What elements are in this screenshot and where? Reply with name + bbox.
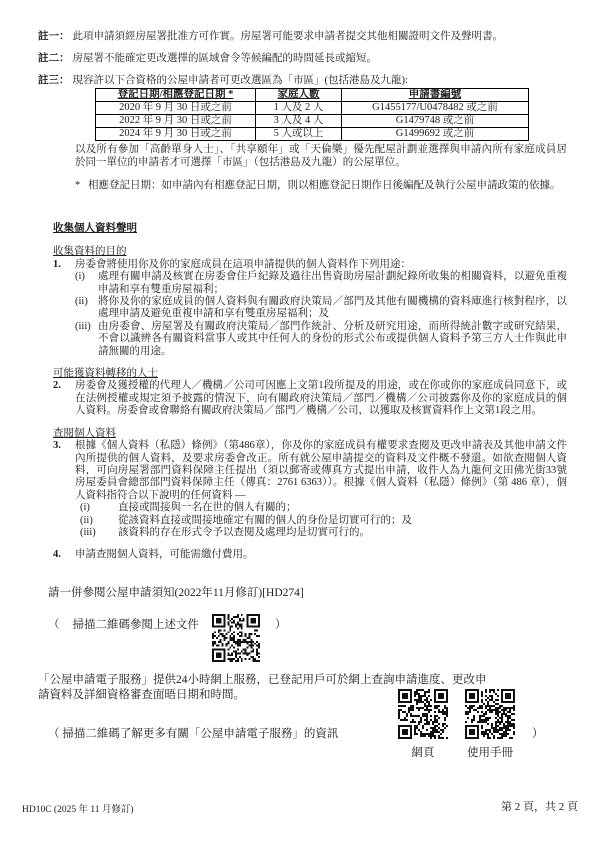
form-code-footer: HD10C (2025 年 11 月修訂) bbox=[22, 805, 134, 815]
note-3-label: 註三 bbox=[38, 75, 59, 86]
item-3-sub-iii bbox=[80, 527, 567, 539]
note-3-continuation: 以及所有參加「高齡單身人士」、「共享頤年」或「天倫樂」優先配屋計劃並選擇與申請內所有家庭成員居於同一單位的申請者才可選擇「市區」（包括港島及九龍）的公屋單位。 bbox=[75, 144, 567, 168]
item-3-sub-ii bbox=[80, 515, 567, 527]
webpage-qr-column bbox=[398, 689, 448, 761]
asterisk-note-text: 相應登記日期：如申請內有相應登記日期，則以相應登記日期作日後編配及執行公屋申請政策的依據。 bbox=[88, 180, 561, 191]
manual-qr-label: 使用手冊 bbox=[467, 747, 513, 759]
col-header-family-size: 家庭人數 bbox=[256, 89, 342, 102]
cell-family-size: 3 人及 4 人 bbox=[256, 115, 342, 128]
registration-date-table bbox=[95, 88, 529, 141]
qr-code-webpage-icon bbox=[398, 689, 448, 739]
note-1 bbox=[38, 30, 567, 43]
eservice-line-2: 請資料及詳細資格審查面晤日期和時間。 bbox=[38, 689, 245, 701]
note-1-label: 註一 bbox=[38, 31, 59, 42]
col-header-application-number: 申請書編號 bbox=[342, 89, 529, 102]
item-3-lead: 根據《個人資料（私隱）條例》（第486章），你及你的家庭成員有權要求查閱及更改申請表及其他申請文件內所提供的個人資料，及要求房委會改正。所有就公屋申請提交的資料及文件概不發還。如欲查閱個人資料，可向房屋署部門資料保障主任提出（須以郵寄或傳真方式提出申請，收件人為九龍何文田佛光街33號房屋委員會總部部門資料保障主任（傳真：2761 6363））。根據《個人資料（私隱）條例》（第 486 章），個人資料指符合以下說明的任何資料 — bbox=[75, 440, 567, 501]
open-paren: （ bbox=[48, 619, 60, 631]
close-paren: ） bbox=[532, 728, 544, 740]
pdpa-item-2 bbox=[53, 380, 567, 417]
item-3-body bbox=[75, 440, 567, 539]
pdpa-heading: 收集個人資料聲明 bbox=[53, 223, 137, 234]
item-2-number: 2. bbox=[53, 380, 61, 392]
page-number-footer: 第 2 頁，共 2 頁 bbox=[501, 801, 578, 813]
cell-registration-date: 2020 年 9 月 30 日或之前 bbox=[96, 102, 256, 115]
qr-code-document-icon bbox=[212, 614, 260, 662]
note-2-colon: ： bbox=[59, 53, 70, 64]
sub-iii-text: 由房委會、房屋署及有關政府決策局／部門作統計、分析及研究用途，而所得統計數字或研究結果，不會以識辨各有關資料當事人或其中任何人的身份的形式公布或提供個人資料予第三方人士作與此申請無關的用途。 bbox=[98, 320, 567, 357]
item-3-number: 3. bbox=[53, 440, 61, 452]
sub-i-marker: (i) bbox=[75, 271, 85, 283]
pdpa-item-3 bbox=[53, 440, 567, 539]
cell-family-size: 1 人及 2 人 bbox=[256, 102, 342, 115]
item-1-sub-ii bbox=[75, 296, 567, 321]
sub-i-text: 直接或間接與一名在世的個人有關的； bbox=[118, 502, 297, 514]
purpose-subheading: 收集資料的目的 bbox=[53, 246, 127, 258]
personal-data-statement-section bbox=[53, 223, 567, 562]
cell-registration-date: 2024 年 9 月 30 日或之前 bbox=[96, 128, 256, 141]
open-paren: （ bbox=[48, 728, 60, 740]
table-header-row bbox=[96, 89, 529, 102]
cell-application-number: G1455177/U0478482 或之前 bbox=[342, 102, 529, 115]
item-3-sub-i bbox=[80, 502, 567, 514]
table-row bbox=[96, 128, 529, 141]
note-1-text: 此項申請須經房屋署批准方可作實。房屋署可能要求申請者提交其他相關證明文件及聲明書。 bbox=[72, 31, 503, 42]
table-row bbox=[96, 115, 529, 128]
note-3-colon: ： bbox=[59, 75, 70, 86]
manual-qr-column bbox=[465, 689, 515, 761]
note-2 bbox=[38, 52, 567, 65]
item-1-sub-i bbox=[75, 271, 567, 296]
pdpa-item-4 bbox=[53, 549, 567, 561]
sub-i-marker: (i) bbox=[80, 502, 90, 514]
note-1-colon: ： bbox=[59, 31, 70, 42]
sub-iii-marker: (iii) bbox=[80, 526, 96, 538]
scan-document-text: 掃描二維碼參閱上述文件 bbox=[72, 619, 199, 631]
col-header-registration-date: 登記日期/相應登記日期 * bbox=[96, 89, 256, 102]
note-3-text: 現容許以下合資格的公屋申請者可更改選區為「市區」(包括港島及九龍): bbox=[72, 75, 408, 86]
sub-ii-marker: (ii) bbox=[75, 296, 88, 308]
corresponding-registration-date-note bbox=[75, 179, 567, 192]
webpage-qr-label: 網頁 bbox=[411, 747, 435, 759]
item-1-number: 1. bbox=[53, 258, 61, 270]
pdpa-item-1 bbox=[53, 259, 567, 358]
notes-section bbox=[38, 30, 567, 192]
note-2-label: 註二 bbox=[38, 53, 59, 64]
hd274-reference-line: 請一併參閱公屋申請須知(2022年11月修訂)[HD274] bbox=[48, 587, 304, 599]
scan-eservice-text-line bbox=[48, 727, 338, 742]
sub-iii-marker: (iii) bbox=[75, 320, 91, 332]
asterisk-marker: * bbox=[75, 180, 81, 191]
qr-code-manual-icon bbox=[465, 689, 515, 739]
close-paren: ） bbox=[275, 619, 287, 631]
transfer-subheading: 可能獲資料轉移的人士 bbox=[53, 368, 158, 380]
item-1-body bbox=[75, 259, 567, 358]
note-3 bbox=[38, 74, 567, 87]
item-4-text: 申請查閱個人資料，可能需繳付費用。 bbox=[75, 549, 254, 561]
access-subheading: 查閱個人資料 bbox=[53, 427, 116, 439]
scan-eservice-text: 掃描二維碼了解更多有關「公屋申請電子服務」的資訊 bbox=[62, 728, 339, 740]
item-1-lead: 房委會將使用你及你的家庭成員在這項申請提供的個人資料作下列用途： bbox=[75, 258, 411, 270]
note-2-text: 房屋署不能確定更改選擇的區域會令等候編配的時間延長或縮短。 bbox=[72, 53, 377, 64]
table-row bbox=[96, 102, 529, 115]
cell-family-size: 5 人或以上 bbox=[256, 128, 342, 141]
item-2-text: 房委會及獲授權的代理人／機構／公司可因應上文第1段所提及的用途，或在你或你的家庭成員同意下，或在法例授權或規定須予披露的情況下，向有關政府決策局／部門／機構／公司披露你及你的家庭成員的個人資料。房委會或會聯絡有關政府決策局／部門／機構／公司，以獲取及核實資料作上文第1段之用。 bbox=[75, 380, 567, 417]
bottom-section bbox=[38, 586, 570, 797]
cell-registration-date: 2022 年 9 月 30 日或之前 bbox=[96, 115, 256, 128]
item-4-number: 4. bbox=[53, 549, 61, 561]
item-1-sub-iii bbox=[75, 321, 567, 358]
eservice-line-1: 「公屋申請電子服務」提供24小時網上服務，已登記用戶可於網上查詢申請進度、更改申 bbox=[38, 674, 487, 686]
sub-iii-text: 該資料的存在形式令予以查閱及處理均是切實可行的。 bbox=[118, 526, 370, 538]
sub-ii-text: 從該資料直接或間接地確定有關的個人的身份是切實可行的；及 bbox=[118, 514, 412, 526]
scan-eservice-qr-area bbox=[38, 705, 570, 797]
sub-ii-marker: (ii) bbox=[80, 514, 93, 526]
cell-application-number: G1499692 或之前 bbox=[342, 128, 529, 141]
sub-i-text: 處理有關申請及核實在房委會住戶紀錄及過往出售資助房屋計劃紀錄所收集的相關資料，以避免重複申請和享有雙重房屋福利； bbox=[98, 271, 567, 295]
scan-document-qr-line bbox=[48, 614, 570, 662]
sub-ii-text: 將你及你的家庭成員的個人資料與有關政府決策局／部門及其他有關機構的資料庫進行核對程序，以處理申請及避免重複申請和享有雙重房屋福利；及 bbox=[98, 296, 567, 320]
eservice-qr-group bbox=[398, 689, 515, 761]
cell-application-number: G1479748 或之前 bbox=[342, 115, 529, 128]
